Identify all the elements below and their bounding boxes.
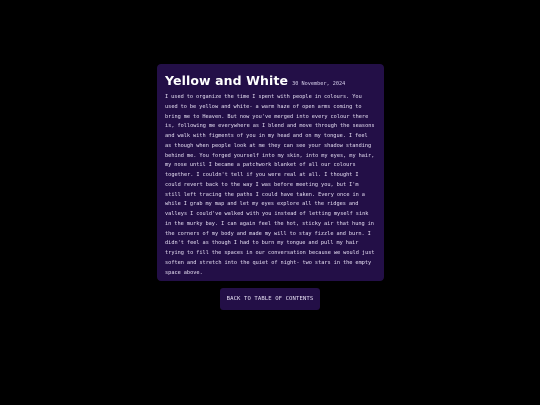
- entry-date: 30 November, 2024: [292, 81, 346, 87]
- entry-header: [165, 73, 376, 88]
- back-to-contents-button[interactable]: BACK TO TABLE OF CONTENTS: [220, 288, 320, 310]
- entry-body: I used to organize the time I spent with people in colours. You used to be yellow and white- a warm haze of open arms coming to bring me to Heaven. But now you've merged into every colour there is, following me everywhere as I blend and move through the seasons and walk with figments of you in my head and on my tongue. I feel as though when people look at me they can see your shadow standing behind me. You forged yourself into my skin, into my eyes, my hair, my nose until I became a patchwork blanket of all our colours together. I couldn't tell if you were real at all. I thought I could revert back to the way I was before meeting you, but I'm still left tracing the paths I could have taken. Every once in a while I grab my map and let my eyes explore all the ridges and valleys I could've walked with you instead of letting myself sink in the murky bay. I can again feel the hot, sticky air that hung in the corners of my body and made my will to stay fizzle and burn. I didn't feel as though I had to burn my tongue and pull my hair trying to fill the spaces in our conversation because we would just soften and stretch into the quiet of night- two stars in the empty space above.: [165, 94, 375, 276]
- entry-card: [157, 64, 384, 281]
- entry-title: Yellow and White: [165, 73, 289, 88]
